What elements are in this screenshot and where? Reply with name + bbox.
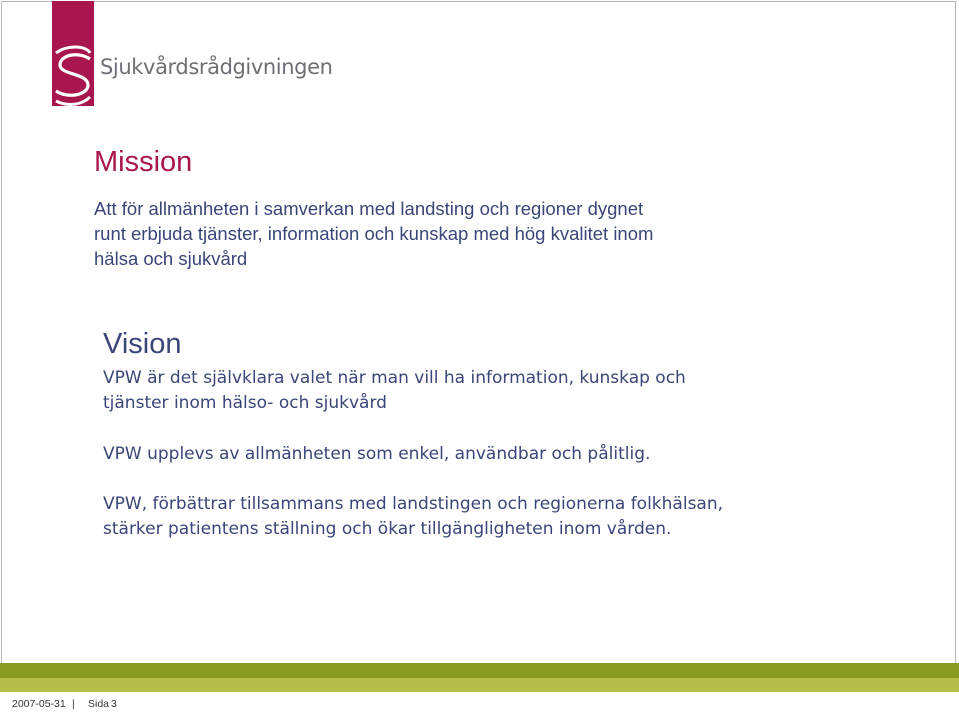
- logo-wordmark: Sjukvårdsrådgivningen: [100, 55, 333, 79]
- logo-s-icon: [52, 1, 94, 106]
- footer-bar-light: [0, 678, 959, 692]
- footer-page-number: 3: [111, 698, 117, 710]
- vision-paragraph-2: VPW upplevs av allmänheten som enkel, användbar och pålitlig.: [103, 444, 651, 464]
- footer-bar-dark: [0, 663, 959, 678]
- vision-paragraph-1: VPW är det självklara valet när man vill ha information, kunskap och tjänster inom hälso- och sjukvård: [103, 368, 686, 413]
- vision-paragraph-3: VPW, förbättrar tillsammans med landstingen och regionerna folkhälsan, stärker patientens ställning och ökar tillgängligheten inom vården.: [103, 494, 724, 539]
- mission-text: Att för allmänheten i samverkan med landsting och regioner dygnet runt erbjuda tjänster, information och kunskap med hög kvalitet inom hälsa och sjukvård: [94, 198, 654, 269]
- footer-date: 2007-05-31: [12, 698, 66, 710]
- logo-mark: [52, 1, 94, 106]
- footer-page-label: Sida: [88, 698, 110, 710]
- footer-separator: |: [72, 698, 75, 710]
- footer: [0, 692, 959, 718]
- mission-title: Mission: [94, 146, 193, 178]
- vision-title: Vision: [103, 328, 182, 360]
